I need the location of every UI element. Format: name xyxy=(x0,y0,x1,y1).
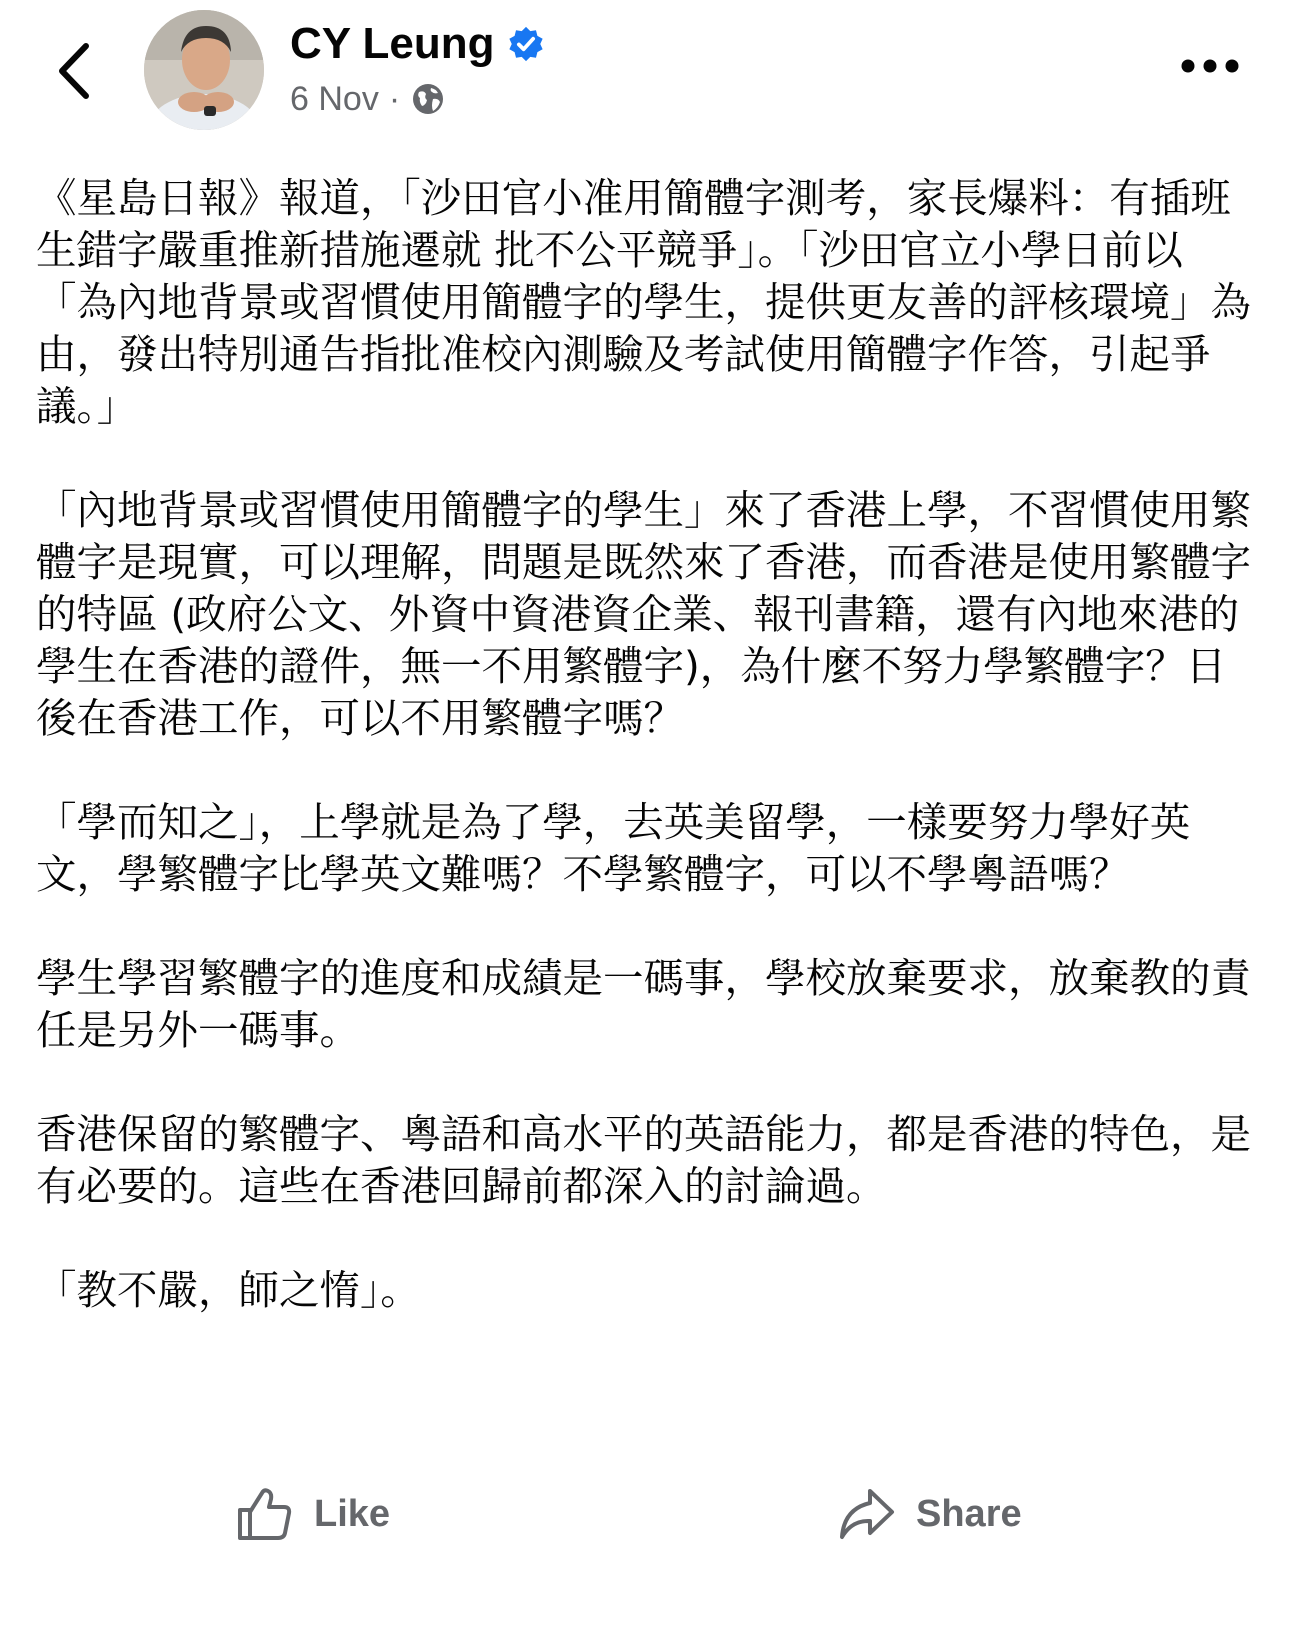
post-paragraph: 「教不嚴，師之惰」。 xyxy=(36,1266,421,1314)
author-name-text: CY Leung xyxy=(290,19,495,68)
more-options-button[interactable] xyxy=(1170,44,1250,88)
author-name[interactable] xyxy=(290,16,545,72)
more-options-icon xyxy=(1180,58,1240,74)
avatar-image xyxy=(144,10,264,130)
like-button[interactable] xyxy=(236,1466,390,1562)
like-label: Like xyxy=(314,1492,391,1535)
action-bar xyxy=(0,1466,1290,1562)
post-paragraph: 學生學習繁體字的進度和成績是一碼事，學校放棄要求，放棄教的責任是另外一碼事。 xyxy=(36,954,1251,1054)
post-paragraph: 「內地背景或習慣使用簡體字的學生」來了香港上學，不習慣使用繁體字是現實，可以理解，問題是既然來了香港，而香港是使用繁體字的特區 (政府公文、外資中資港資企業、報刊書籍，還有內地來港的學生在香港的證件，無一不用繁體字)，為什麼不努力學繁體字？日後在香港工作，可以不用繁體字嗎？ xyxy=(36,486,1251,742)
avatar[interactable] xyxy=(144,10,264,130)
thumbs-up-icon xyxy=(236,1485,294,1543)
post-paragraph: 「學而知之」，上學就是為了學，去英美留學，一樣要努力學好英文，學繁體字比學英文難嗎？不學繁體字，可以不學粵語嗎？ xyxy=(36,798,1191,898)
post-body xyxy=(36,172,1256,1368)
post-paragraph: 《星島日報》報道，「沙田官小准用簡體字測考，家長爆料：有插班生錯字嚴重推新措施遷就 批不公平競爭」。「沙田官立小學日前以「為內地背景或習慣使用簡體字的學生，提供更友善的評核環境」為由，發出特別通告指批准校內測驗及考試使用簡體字作答，引起爭議。」 xyxy=(36,174,1251,430)
post-date[interactable]: 6 Nov xyxy=(290,79,379,118)
meta-separator: · xyxy=(388,79,401,118)
share-label: Share xyxy=(916,1492,1022,1535)
globe-icon[interactable] xyxy=(410,81,446,117)
share-button[interactable] xyxy=(838,1466,1022,1562)
chevron-left-icon xyxy=(56,42,92,100)
back-button[interactable] xyxy=(44,36,104,106)
share-arrow-icon xyxy=(838,1485,896,1543)
post-paragraph: 香港保留的繁體字、粵語和高水平的英語能力，都是香港的特色，是有必要的。這些在香港回歸前都深入的討論過。 xyxy=(36,1110,1251,1210)
verified-badge-icon xyxy=(507,25,545,63)
post-meta xyxy=(290,76,446,122)
